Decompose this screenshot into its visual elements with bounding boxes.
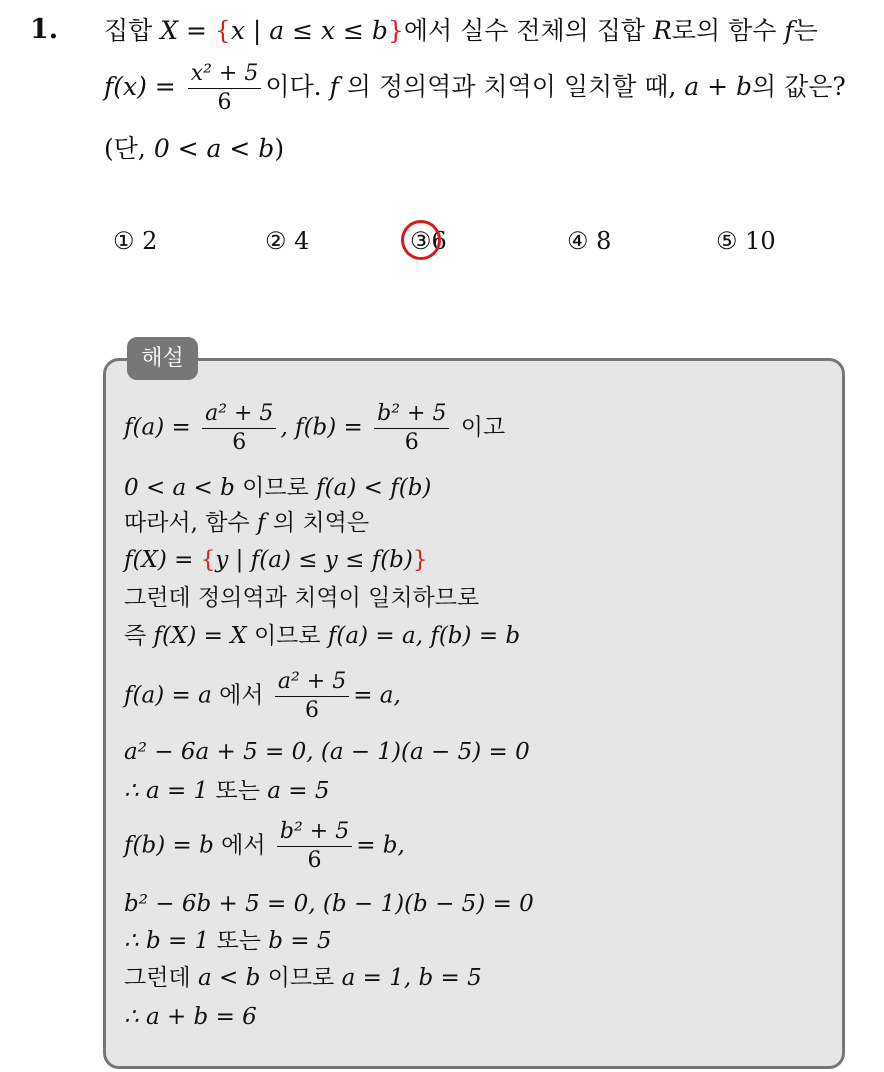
solution-line-1 (124, 402, 505, 455)
solution-line-9 (124, 780, 330, 803)
math: = a, (353, 682, 401, 709)
solution-line-11: b² − 6b + 5 = 0, (b − 1)(b − 5) = 0 (124, 891, 534, 917)
choice-value: 2 (142, 227, 158, 255)
solution-line-3 (124, 512, 369, 535)
math: = b, (356, 832, 405, 859)
text: 의 정의역과 치역이 일치할 때, (346, 72, 677, 102)
text: 이므로 (253, 623, 321, 649)
text: 의 치역은 (272, 510, 370, 536)
solution-line-6 (124, 625, 520, 648)
text: 즉 (124, 623, 147, 649)
math: a + b (684, 72, 753, 102)
math: a < b (197, 965, 261, 991)
brace-open: { (200, 547, 216, 573)
math: f(X) = X (153, 623, 247, 649)
text: ) (274, 134, 285, 163)
math: f (784, 16, 794, 45)
math: ∴ a = 1 (124, 778, 209, 804)
fraction (374, 402, 449, 455)
choice-value: 8 (596, 227, 612, 255)
numerator: b² + 5 (277, 820, 352, 847)
numerator: a² + 5 (202, 402, 276, 429)
choice-4[interactable] (567, 227, 611, 255)
denominator: 6 (307, 848, 322, 874)
text: 에서 (221, 832, 266, 859)
text: 에서 (219, 682, 264, 709)
choice-mark: ① (113, 227, 135, 255)
text: 에서 실수 전체의 집합 (403, 16, 646, 45)
solution-line-14: ∴ a + b = 6 (124, 1004, 257, 1030)
choice-mark: ③ (410, 227, 432, 255)
math: f (257, 510, 266, 536)
math: y | f(a) ≤ y ≤ f(b) (215, 547, 413, 573)
numerator: b² + 5 (374, 402, 449, 429)
problem-line-1 (104, 18, 818, 43)
math: b = 5 (268, 928, 332, 954)
math: R (652, 16, 672, 45)
solution-tag: 해설 (127, 337, 198, 380)
choice-value: 4 (294, 227, 310, 255)
solution-line-12 (124, 930, 332, 953)
denominator: 6 (305, 698, 320, 724)
math: x | a ≤ x ≤ b (230, 16, 388, 45)
solution-line-13 (124, 967, 482, 990)
math: f(a) < f(b) (316, 475, 432, 501)
answer-circle (401, 220, 441, 260)
choice-mark: ⑤ (716, 227, 738, 255)
math: a = 5 (267, 778, 330, 804)
choice-5[interactable] (716, 227, 776, 255)
choice-value: 10 (745, 227, 776, 255)
math: f(a) = (124, 414, 199, 441)
numerator: x² + 5 (188, 62, 262, 89)
math: f(x) = (104, 72, 184, 102)
text: 이고 (460, 414, 506, 441)
text: 이므로 (267, 965, 335, 991)
solution-line-7 (124, 670, 401, 723)
fraction (188, 62, 262, 115)
text: 따라서, 함수 (124, 510, 250, 536)
text: (단, (104, 134, 146, 163)
math: , f(b) = (280, 414, 371, 441)
brace-open: { (214, 16, 231, 45)
text: 이다. (265, 72, 322, 102)
problem-line-2 (104, 62, 846, 115)
problem-line-3 (104, 136, 284, 161)
text: 집합 (104, 16, 153, 45)
text: 또는 (216, 928, 261, 954)
brace-close: } (387, 16, 404, 45)
fraction (202, 402, 276, 455)
choice-1[interactable] (113, 227, 157, 255)
math: f(X) = (124, 547, 201, 573)
brace-close: } (412, 547, 428, 573)
math: 0 < a < b (124, 475, 235, 501)
solution-line-2 (124, 477, 431, 500)
math: ∴ b = 1 (124, 928, 210, 954)
text: 는 (793, 16, 818, 45)
solution-line-5: 그런데 정의역과 치역이 일치하므로 (124, 585, 480, 611)
denominator: 6 (217, 90, 232, 116)
text: 그런데 (124, 965, 191, 991)
solution-line-8: a² − 6a + 5 = 0, (a − 1)(a − 5) = 0 (124, 739, 530, 765)
denominator: 6 (404, 430, 419, 456)
solution-line-10 (124, 820, 405, 873)
choice-mark: ② (265, 227, 287, 255)
fraction (275, 670, 349, 723)
math: f (329, 72, 339, 102)
math: 0 < a < b (153, 134, 275, 163)
math: f(b) = b (124, 832, 214, 859)
text: 이므로 (242, 475, 309, 501)
denominator: 6 (232, 430, 247, 456)
numerator: a² + 5 (275, 670, 349, 697)
math: f(a) = a (124, 682, 212, 709)
choice-2[interactable] (265, 227, 309, 255)
math: X = (160, 16, 215, 45)
choice-value: 6 (431, 227, 447, 255)
text: 로의 함수 (671, 16, 777, 45)
text: 의 값은? (752, 72, 846, 102)
solution-line-4 (124, 549, 428, 572)
problem-number: 1. (30, 14, 59, 45)
math: a = 1, b = 5 (341, 965, 482, 991)
choice-mark: ④ (567, 227, 589, 255)
text: 또는 (215, 778, 260, 804)
math: f(a) = a, f(b) = b (327, 623, 521, 649)
fraction (277, 820, 352, 873)
